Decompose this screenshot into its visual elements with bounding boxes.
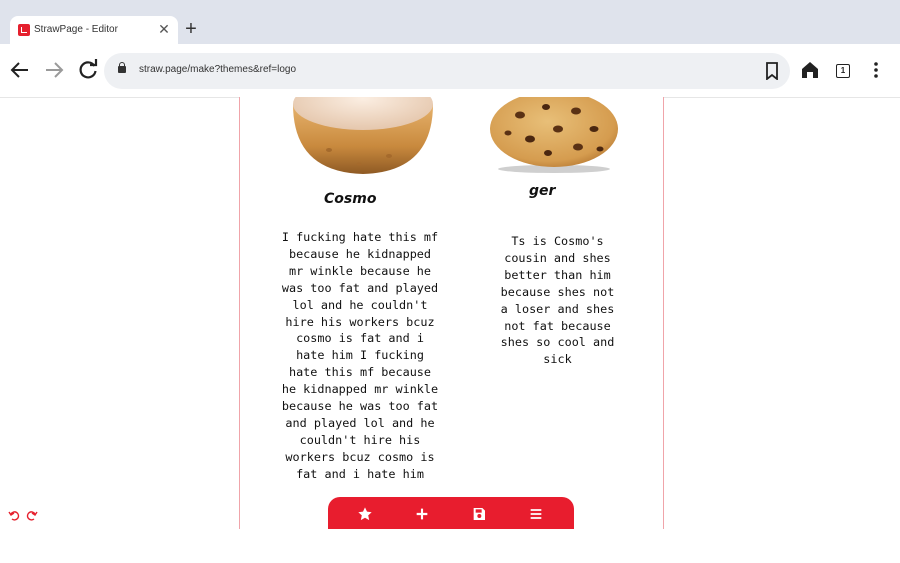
back-arrow-icon[interactable] bbox=[8, 58, 32, 82]
address-bar[interactable] bbox=[104, 53, 790, 89]
cookie-image[interactable] bbox=[488, 97, 620, 175]
star-icon[interactable] bbox=[357, 506, 373, 522]
page-canvas bbox=[239, 97, 664, 529]
tab-title: StrawPage - Editor bbox=[34, 24, 118, 35]
browser-tab-strip bbox=[0, 0, 900, 44]
cake-image[interactable] bbox=[289, 97, 437, 178]
home-icon[interactable] bbox=[798, 58, 822, 82]
strawpage-favicon-icon bbox=[18, 24, 30, 36]
save-icon[interactable] bbox=[471, 506, 487, 522]
browser-tab[interactable] bbox=[10, 16, 178, 44]
reload-icon[interactable] bbox=[76, 58, 100, 82]
bookmark-icon[interactable] bbox=[764, 62, 780, 80]
close-tab-icon[interactable]: ✕ bbox=[158, 21, 170, 37]
plus-icon[interactable] bbox=[414, 506, 430, 522]
tab-count-button[interactable]: 1 bbox=[836, 64, 850, 78]
new-tab-button[interactable]: + bbox=[185, 18, 197, 40]
card-description-cosmo[interactable]: I fucking hate this mf because he kidnapped mr winkle because he was too fat and played lol and he couldn't hire his workers bcuz cosmo is fat and i hate him I fucking hate this mf because he kidnapped mr winkle because he was too fat and played lol and he couldn't hire his workers bcuz cosmo is fat and i hate him bbox=[281, 230, 439, 481]
card-name-cosmo[interactable]: Cosmo bbox=[324, 191, 377, 207]
redo-icon[interactable] bbox=[27, 512, 37, 520]
lock-icon bbox=[118, 66, 126, 73]
editor-bottom-bar bbox=[328, 497, 574, 529]
card-name-ger[interactable]: ger bbox=[529, 183, 556, 199]
undo-redo-controls bbox=[8, 510, 38, 522]
card-description-ger[interactable]: Ts is Cosmo's cousin and shes better than him because shes not a loser and shes not fat because shes so cool and sick bbox=[500, 234, 615, 367]
menu-icon[interactable] bbox=[528, 506, 544, 522]
undo-icon[interactable] bbox=[9, 512, 19, 520]
url-text[interactable]: straw.page/make?themes&ref=logo bbox=[139, 64, 297, 75]
forward-arrow-icon[interactable] bbox=[42, 58, 66, 82]
browser-toolbar bbox=[0, 44, 900, 98]
more-menu-icon[interactable] bbox=[864, 58, 888, 82]
